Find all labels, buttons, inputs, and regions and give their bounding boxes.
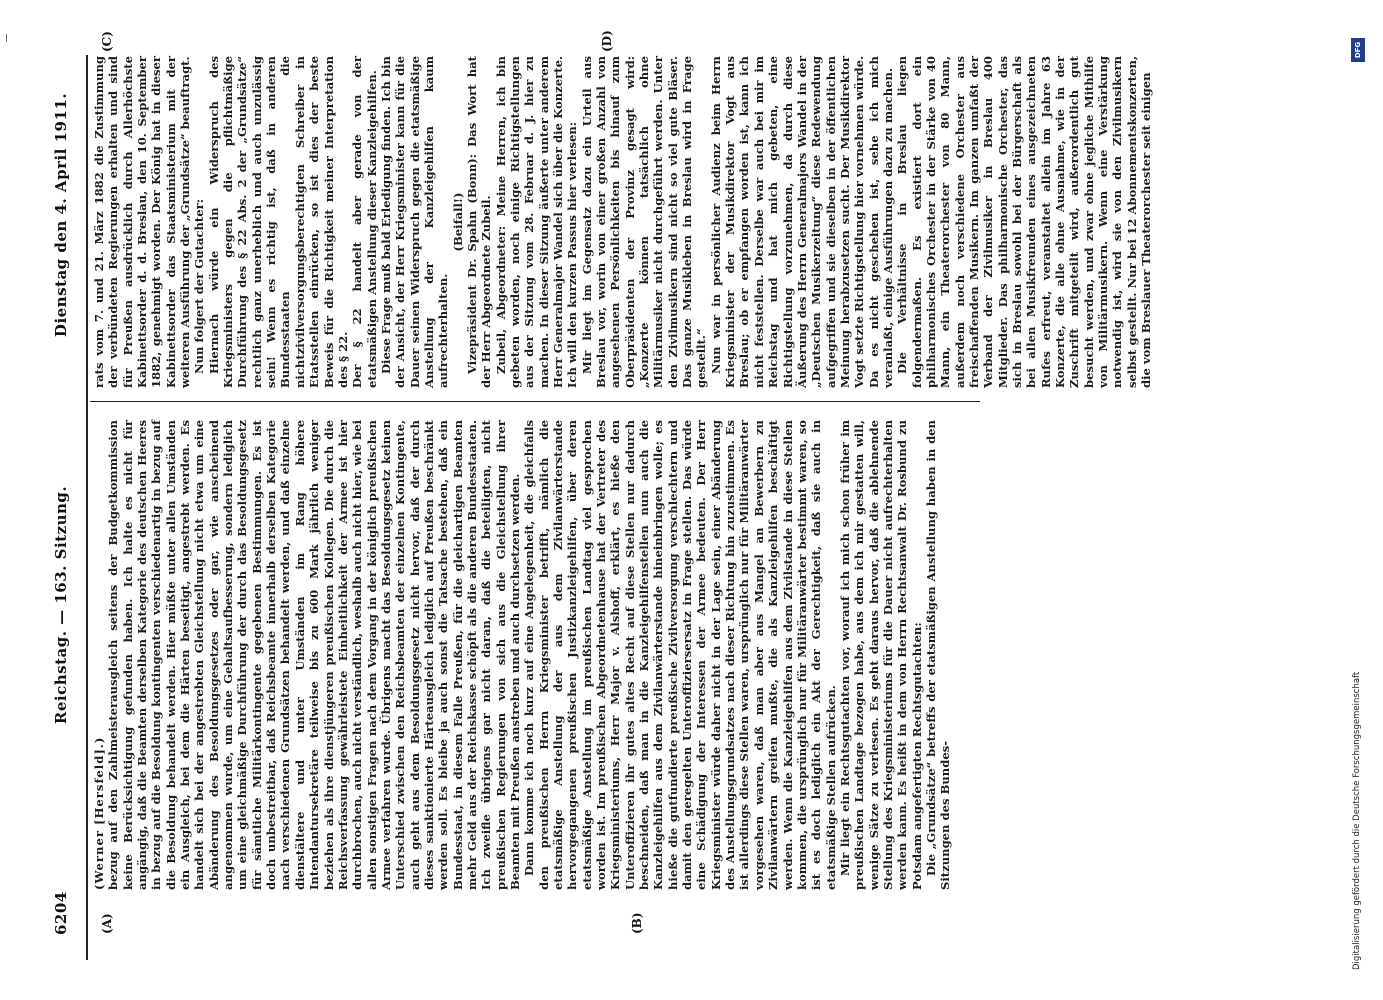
paragraph: Nun folgert der Gutachter: (192, 198, 207, 374)
paragraph: bezug auf den Zahlmeisterausgleich seitens der Budgetkommission keine Berücksichtigung gefunden haben. Ich halte es nicht für angängig, daß die Beamten derselben Kategorie des deutschen Heeres in bezug auf die Besoldung kontingenten verschiedenartig in bezug auf die Besoldung behandelt werden. Hier müßte unter allen Umständen ein Ausgleich, bei dem die Härten beseitigt, angestrebt werden. Es handelt sich bei der angestrebten Gleichstellung nicht etwa um eine Abänderung des Besoldungsgesetzes oder gar, wie anscheinend angenommen wurde, um eine Gehaltsaufbesserung, sondern lediglich um eine gleichmäßige Durchführung der durch das Besoldungsgesetz für sämtliche Militärkontingente gegebenen Bestimmungen. Es ist doch unbestreitbar, daß Reichsbeamte innerhalb derselben Kategorie nach verschiedenen Grundsätzen behandelt werden, und daß einzelne dienstältere und unter Umständen im Rang höhere Intendantursekretäre teilweise bis zu 600 Mark jährlich weniger beziehen als ihre dienstjüngeren preußischen Kollegen. Die durch die Reichsverfassung gewährleistete Einheitlichkeit der Armee ist hier durchbrochen, auch nicht verständlich, weshalb auch nicht hier, wie bei allen sonstigen Fragen nach dem Vorgang in der königlich preußischen Armee verfahren wurde. Übrigens macht das Besoldungsgesetz keinen Unterschied zwischen den Reichsbeamten der einzelnen Kontingente, auch geht aus dem Besoldungsgesetz nicht hervor, daß der durch dieses sanktionierte Härteausgleich lediglich auf Preußen beschränkt werden soll. Es bleibe ja auch sonst die Tatsache bestehen, daß ein Bundesstaat, in diesem Falle Preußen, für die gleichartigen Beamten mehr Geld aus der Reichskasse schöpft als die anderen Bundesstaaten. Ich zweifle übrigens gar nicht daran, daß die beteiligten, nicht preußischen Regierungen von sich aus die Gleichstellung ihrer Beamten mit Preußen anstreben und auch durchsetzen werden. (106, 420, 522, 890)
left-text-column (92, 420, 984, 890)
header-left (52, 395, 78, 935)
margin-marker-c: (C) (100, 31, 114, 52)
page-number: 6204 (52, 891, 70, 935)
paragraph: Dann komme ich noch kurz auf eine Angelegenheit, die gleichfalls den preußischen Herrn Kriegsminister betrifft, nämlich die etatsmäßige Anstellung der aus dem Zivilanwärterstande hervorgegangenen preußischen Justizkanzleigehilfen, über deren etatsmäßige Anstellung im preußischen Landtag viel gesprochen worden ist. Im preußischen Abgeordnetenhause hat der Vertreter des Kriegsministeriums, Herr Major v. Alshoff, erklärt, es hieße den Unteroffizieren ihr gutes altes Recht auf diese Stellen nur dadurch beschneiden, daß man in die Kanzleigehilfenstellen nun auch die Kanzleigehilfen aus dem Zivilanwärterstande hineinbringen wolle; es hieße die gutfundierte preußische Zivilversorgung verschlechtern und damit den geregelten Unteroffiziersersatz in Frage stellen. Das würde eine Schädigung der Interessen der Armee bedeuten. Der Herr Kriegsminister würde daher nicht in der Lage sein, einer Abänderung des Anstellungsgrundsatzes nach dieser Richtung hin zuzustimmen. Es ist allerdings diese Stellen waren, ursprünglich nur für Militäranwärter vorgesehen waren, daß man aber aus Mangel an Bewerbern zu Zivilanwärtern greifen mußte, die als Kanzleigehilfen beschäftigt werden. Wenn die Kanzleigehilfen aus dem Zivilstande in diese Stellen kommen, die ursprünglich nur für Militäranwärter bestimmt waren, so ist es doch lediglich ein Akt der Gerechtigkeit, daß sie auch in etatsmäßige Stellen aufrücken. (522, 420, 838, 890)
margin-marker-a: (A) (100, 913, 114, 934)
column-divider (90, 401, 980, 402)
speaker-paragraph: Zubeil, Abgeordneter: Meine Herren, ich bin gebeten worden, noch einige Richtigstellungen aus der Sitzung vom 28. Februar d. J. hier zu machen. In dieser Sitzung äußerte unter anderem Herr Generalmajor Wandel sich über die Konzerte. Ich will den kurzen Passus hier verlesen: (493, 56, 580, 388)
scan-mark (6, 34, 7, 42)
paragraph: Diese Frage muß bald Erledigung finden. Ich bin der Ansicht, der Herr Kriegsminister kann für die Dauer seinen Widerspruch gegen die etatsmäßige Anstellung der Kanzleigehilfen kaum aufrechterhalten. (378, 56, 451, 388)
speaker-continuation: (Werner [Hersfeld].) (92, 736, 106, 890)
speaker-paragraph: Vizepräsident Dr. Spahn (Bonn): Das Wort hat der Herr Abgeordnete Zubeil. (464, 56, 494, 388)
session-title: Reichstag. — 163. Sitzung. (52, 485, 70, 725)
header-rule (86, 55, 88, 960)
margin-marker-d: (D) (600, 30, 614, 52)
paragraph: Hiernach würde ein Widerspruch des Kriegsministers gegen die pflichtmäßige Durchführung des § 22 Abs. 2 der „Grundsätze“ rechtlich ganz unerheblich und auch unzulässig sein! Wenn es richtig ist, daß in anderen Bundesstaaten die nichtzivilversorgungsberechtigten Schreiber in Etatsstellen einrücken, so ist dies der beste Beweis für die Richtigkeit meiner Interpretation des § 22. (206, 56, 350, 388)
applause-note: (Beifall!) (450, 192, 465, 252)
paragraph: Die „Grundsätze“ betreffs der etatsmäßigen Anstellung haben in den Sitzungen des Bundes- (923, 420, 953, 890)
quoted-paragraph: Mir liegt im Gegensatz dazu ein Urteil aus Breslau vor, worin von einer großen Anzahl von angesehenen Persönlichkeiten bis hinauf zum Oberpräsidenten der Provinz gesagt wird: „Konzerte können tatsächlich ohne Militärmusiker nicht durchgeführt werden. Unter den Zivilmusikern sind nicht so viel gute Bläser. Das ganze Musikleben in Breslau wird in Frage gestellt.“ (579, 56, 709, 388)
dfg-logo: DFG (1351, 38, 1365, 62)
paragraph: Nun war in persönlicher Audienz beim Herrn Kriegsminister der Musikdirektor Vogt aus Breslau; ob er empfangen worden ist, kann ich nicht feststellen. Derselbe war auch bei mir im Reichstag und hat mich gebeten, eine Richtigstellung vorzunehmen, da durch diese Äußerung des Herrn Generalmajors Wandel in der „Deutschen Musikerzeitung“ diese Redewendung aufgegriffen und sie dieselben in der öffentlichen Meinung herabzusetzen sucht. Der Musikdirektor Vogt setzte Richtigstellung hier vornehmen würde. Da es nicht geschehen ist, sehe ich mich veranlaßt, einige Ausführungen dazu zu machen. (708, 56, 895, 388)
right-text-column (92, 56, 1154, 388)
digitization-note: Digitalisierung gefördert durch die Deutsche Forschungsgemeinschaft (1352, 671, 1362, 970)
margin-marker-b: (B) (630, 912, 644, 934)
paragraph: rats vom 7. und 21. März 1882 die Zustimmung der verbündeten Regierungen erhalten und sind für Preußen ausdrücklich durch Allerhöchste Kabinettsorder d. d. Breslau, den 10. September 1882, genehmigt worden. Der König hat in dieser Kabinettsorder das Staatsministerium mit der weiteren Ausführung der „Grundsätze“ beauftragt. (92, 56, 193, 388)
header-date: Dienstag den 4. April 1911. (52, 92, 70, 338)
paragraph: Die Verhältnisse in Breslau liegen folgendermaßen. Es existiert dort ein philharmonisches Orchester in der Stärke von 40 Mann, ein Theaterorchester von 80 Mann, außerdem noch verschiedene Orchester aus freischaffenden Musikern. Im ganzen umfaßt der Verband der Zivilmusiker in Breslau 400 Mitglieder. Das philharmonische Orchester, das sich in Breslau sowohl bei der Bürgerschaft als bei allen Musikfreunden eines ausgezeichneten Rufes erfreut, veranstaltet allein im Jahre 63 Konzerte, die alle ohne Ausnahme, wie in der Zuschrift mitgeteilt wird, außerordentlich gut besucht werden, und zwar ohne jegliche Mithilfe von Militärmusikern. Wenn eine Verstärkung notwendig ist, wird sie von den Zivilmusikern selbst gestellt. Nur bei 12 Abonnementskonzerten, die vom Breslauer Theaterorchester seit einigen (895, 56, 1154, 388)
paragraph: Der § 22 handelt aber gerade von der etatsmäßigen Anstellung dieser Kanzleigehilfen. (350, 56, 379, 388)
paragraph: Mir liegt ein Rechtsgutachten vor, worauf ich mich schon früher im preußischen Landtage bezogen habe, aus dem ich mir gestatten will, wenige Sätze zu verlesen. Es geht daraus hervor, daß die ablehnende Stellung des Kriegsministeriums für die Dauer nicht aufrechterhalten werden kann. Es heißt in dem von Herrn Rechtsanwalt Dr. Rosbund zu Potsdam angefertigten Rechtsgutachten: (837, 420, 924, 890)
